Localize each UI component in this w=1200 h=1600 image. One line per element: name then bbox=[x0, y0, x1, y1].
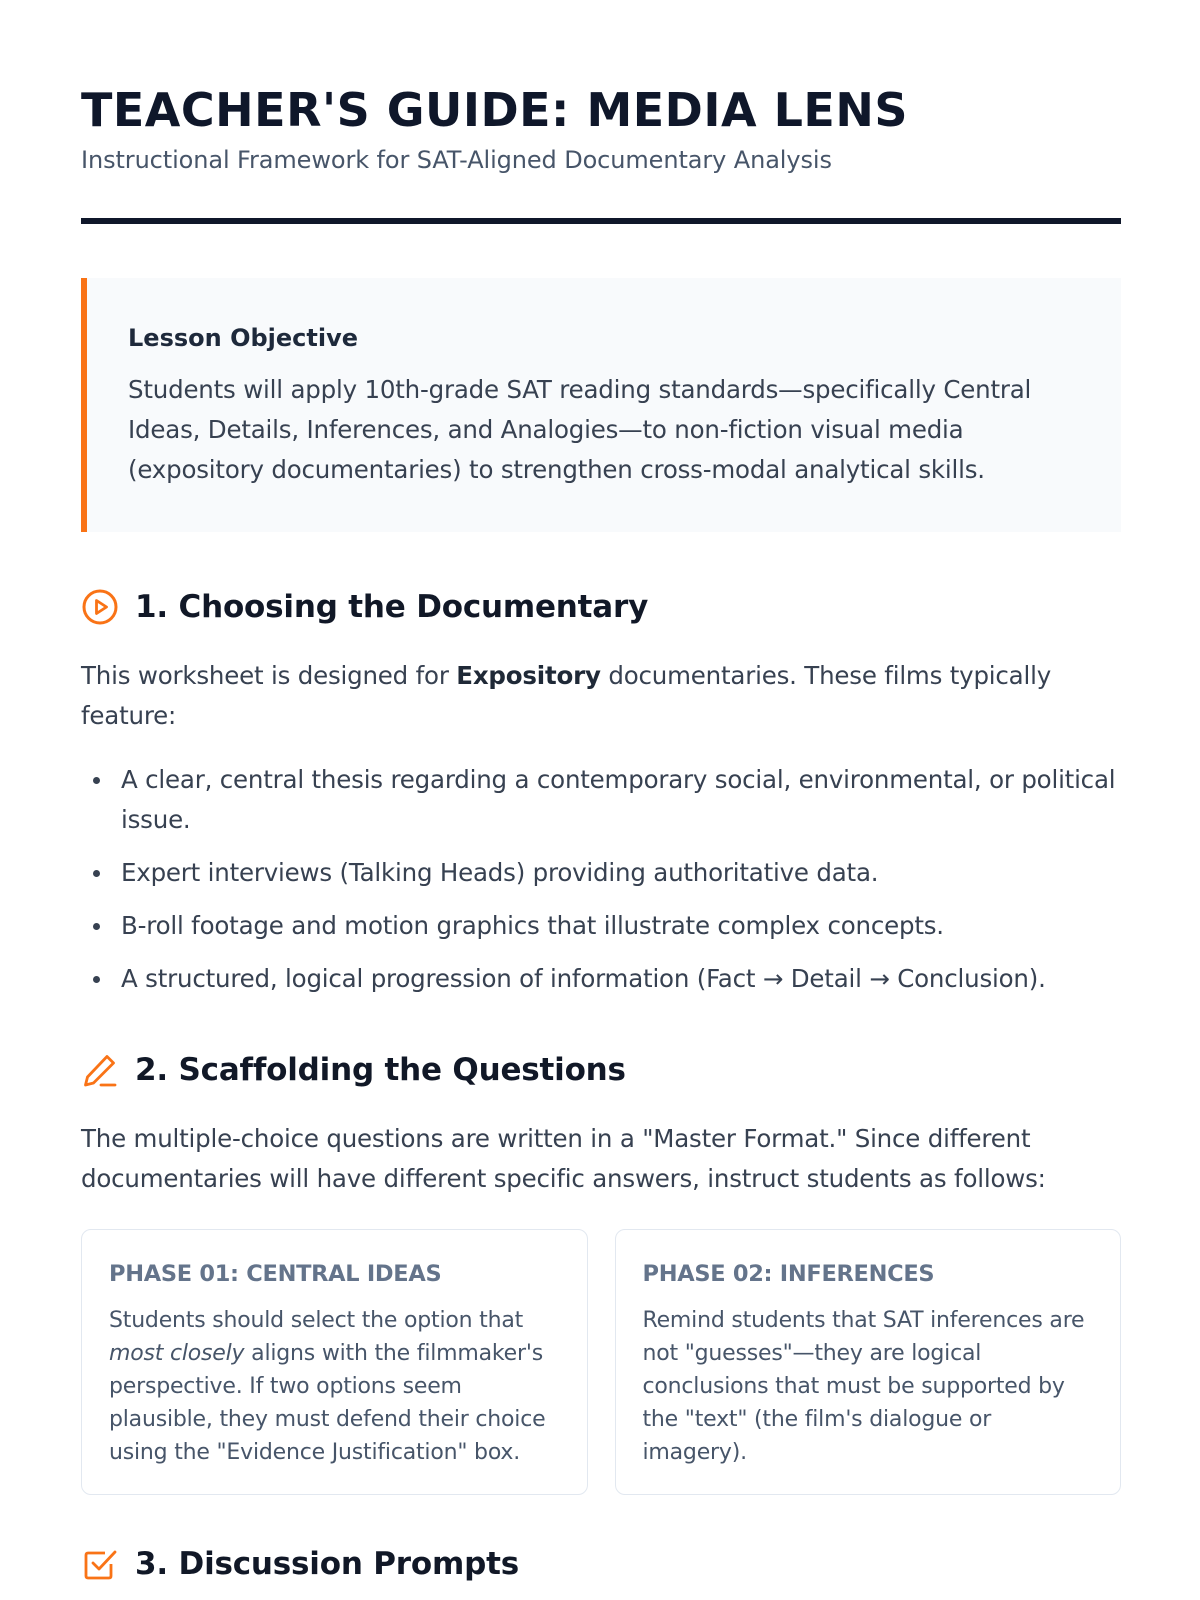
phase-text bbox=[109, 1304, 560, 1469]
section-scaffolding-heading bbox=[81, 1047, 1120, 1093]
phase-card-inferences bbox=[615, 1229, 1122, 1495]
documentary-features-list bbox=[81, 760, 1121, 999]
section-choosing-title: 1. Choosing the Documentary bbox=[135, 589, 649, 625]
section-choosing-intro bbox=[81, 656, 1121, 736]
phase-title: PHASE 02: INFERENCES bbox=[642, 1261, 935, 1287]
phase-title: PHASE 01: CENTRAL IDEAS bbox=[109, 1261, 442, 1287]
page-subtitle: Instructional Framework for SAT-Aligned Documentary Analysis bbox=[81, 146, 832, 174]
list-item: A clear, central thesis regarding a contemporary social, environmental, or political issue. bbox=[81, 760, 1121, 840]
phase-text-part: aligns with the filmmaker's perspective. If two options seem plausible, they must defend their choice using the "Evidence Justification" box. bbox=[109, 1341, 546, 1465]
section-discussion-heading bbox=[81, 1541, 1120, 1587]
phase-card-central-ideas bbox=[81, 1229, 588, 1495]
header-divider bbox=[81, 218, 1121, 224]
section-scaffolding-intro: The multiple-choice questions are written in a "Master Format." Since different documentaries will have different specific answers, instruct students as follows: bbox=[81, 1124, 1046, 1193]
lesson-objective-panel bbox=[81, 278, 1121, 532]
intro-text: This worksheet is designed for bbox=[81, 661, 457, 690]
objective-text: Students will apply 10th-grade SAT reading standards—specifically Central Ideas, Details, Inferences, and Analogies—to non-fiction visual media (expository documentaries) to strengthen cross-modal analytical skills. bbox=[128, 375, 1032, 484]
play-circle-icon bbox=[81, 588, 119, 626]
checkbox-icon bbox=[81, 1545, 119, 1583]
intro-bold-term: Expository bbox=[456, 661, 601, 690]
list-item: A structured, logical progression of information (Fact → Detail → Conclusion). bbox=[81, 959, 1121, 999]
list-item: B-roll footage and motion graphics that illustrate complex concepts. bbox=[81, 906, 1121, 946]
phase-cards bbox=[81, 1229, 1121, 1495]
section-choosing-heading bbox=[81, 584, 1120, 630]
page-title: TEACHER'S GUIDE: MEDIA LENS bbox=[81, 83, 908, 137]
section-discussion-title: 3. Discussion Prompts bbox=[135, 1546, 519, 1582]
phase-text: Remind students that SAT inferences are not "guesses"—they are logical conclusions that must be supported by the "text" (the film's dialogue or imagery). bbox=[642, 1308, 1085, 1465]
phase-text-part: Students should select the option that bbox=[109, 1308, 524, 1333]
pencil-icon bbox=[81, 1051, 119, 1089]
objective-label: Lesson Objective bbox=[128, 324, 359, 352]
intro-text: documentaries. These films typically feature: bbox=[81, 661, 1052, 730]
section-scaffolding-title: 2. Scaffolding the Questions bbox=[135, 1052, 626, 1088]
phase-text-emphasis: most closely bbox=[109, 1341, 245, 1366]
list-item: Expert interviews (Talking Heads) providing authoritative data. bbox=[81, 853, 1121, 893]
